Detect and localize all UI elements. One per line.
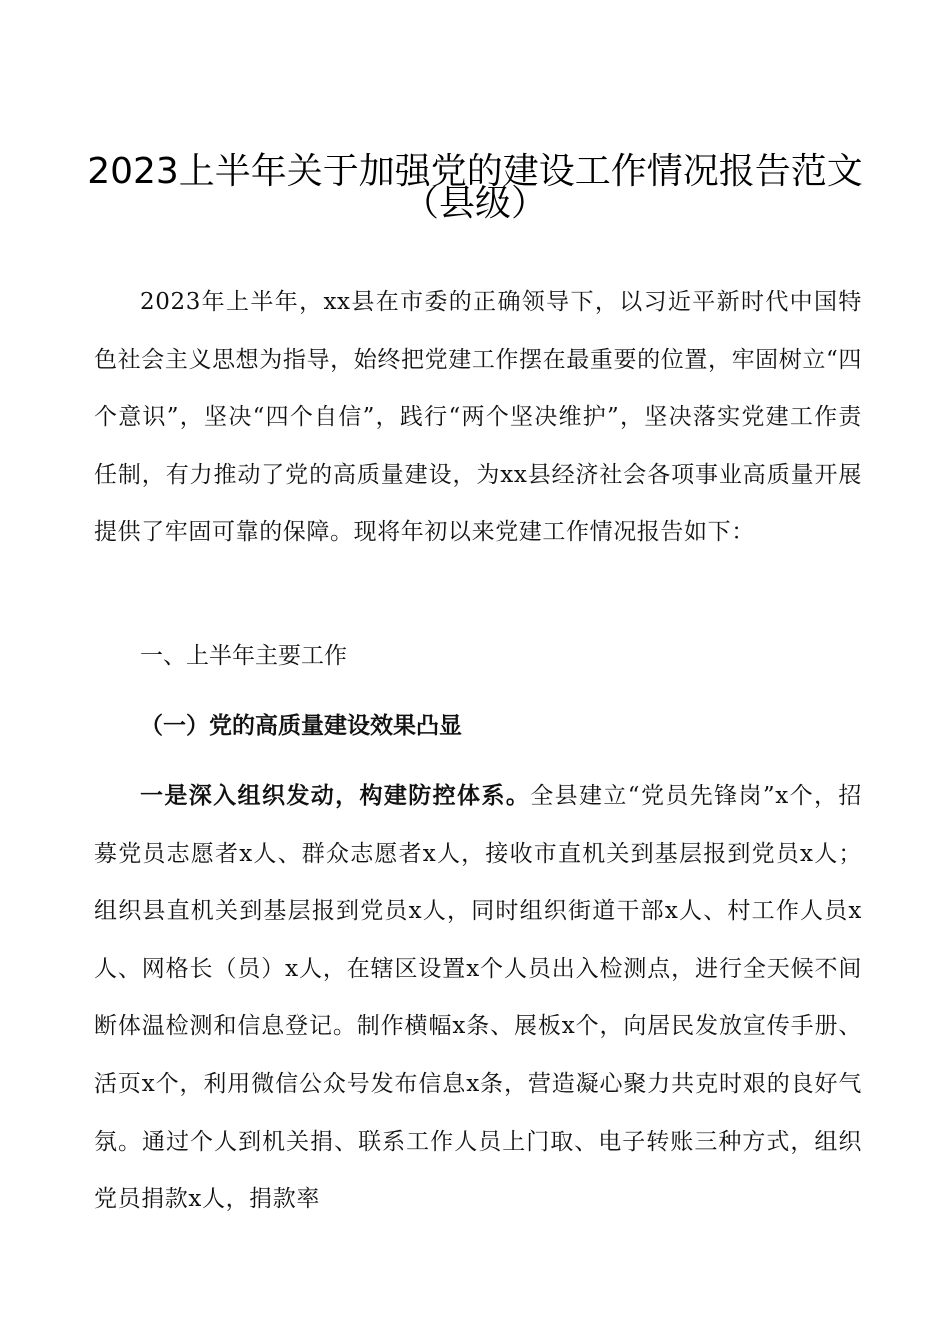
document-title-line-1: 2023上半年关于加强党的建设工作情况报告范文: [87, 151, 863, 192]
paragraph-lead-sentence: 一是深入组织发动，构建防控体系。: [140, 783, 531, 809]
document-title-line-2: （县级）: [402, 183, 547, 224]
section-heading-1: 一、上半年主要工作: [140, 643, 347, 669]
intro-paragraph: 2023年上半年，xx县在市委的正确领导下，以习近平新时代中国特色社会主义思想为指导，始终把党建工作摆在最重要的位置，牢固树立“四个意识”，坚决“四个自信”，践行“两个坚决维护”，坚决落实党建工作责任制，有力推动了党的高质量建设，为xx县经济社会各项事业高质量开展提供了牢固可靠的保障。现将年初以来党建工作情况报告如下：: [94, 289, 862, 546]
paragraph-body-text: 全县建立“党员先锋岗”x个，招募党员志愿者x人、群众志愿者x人，接收市直机关到基层报到党员x人；组织县直机关到基层报到党员x人，同时组织街道干部x人、村工作人员x人、网格长（员）x人，在辖区设置x个人员出入检测点，进行全天候不间断体温检测和信息登记。制作横幅x条、展板x个，向居民发放宣传手册、活页x个，利用微信公众号发布信息x条，营造凝心聚力共克时艰的良好气氛。通过个人到机关捐、联系工作人员上门取、电子转账三种方式，组织党员捐款x人，捐款率: [94, 783, 862, 1213]
subsection-heading-1: （一）党的高质量建设效果凸显: [140, 713, 462, 739]
body-paragraph-2: [94, 768, 862, 1229]
